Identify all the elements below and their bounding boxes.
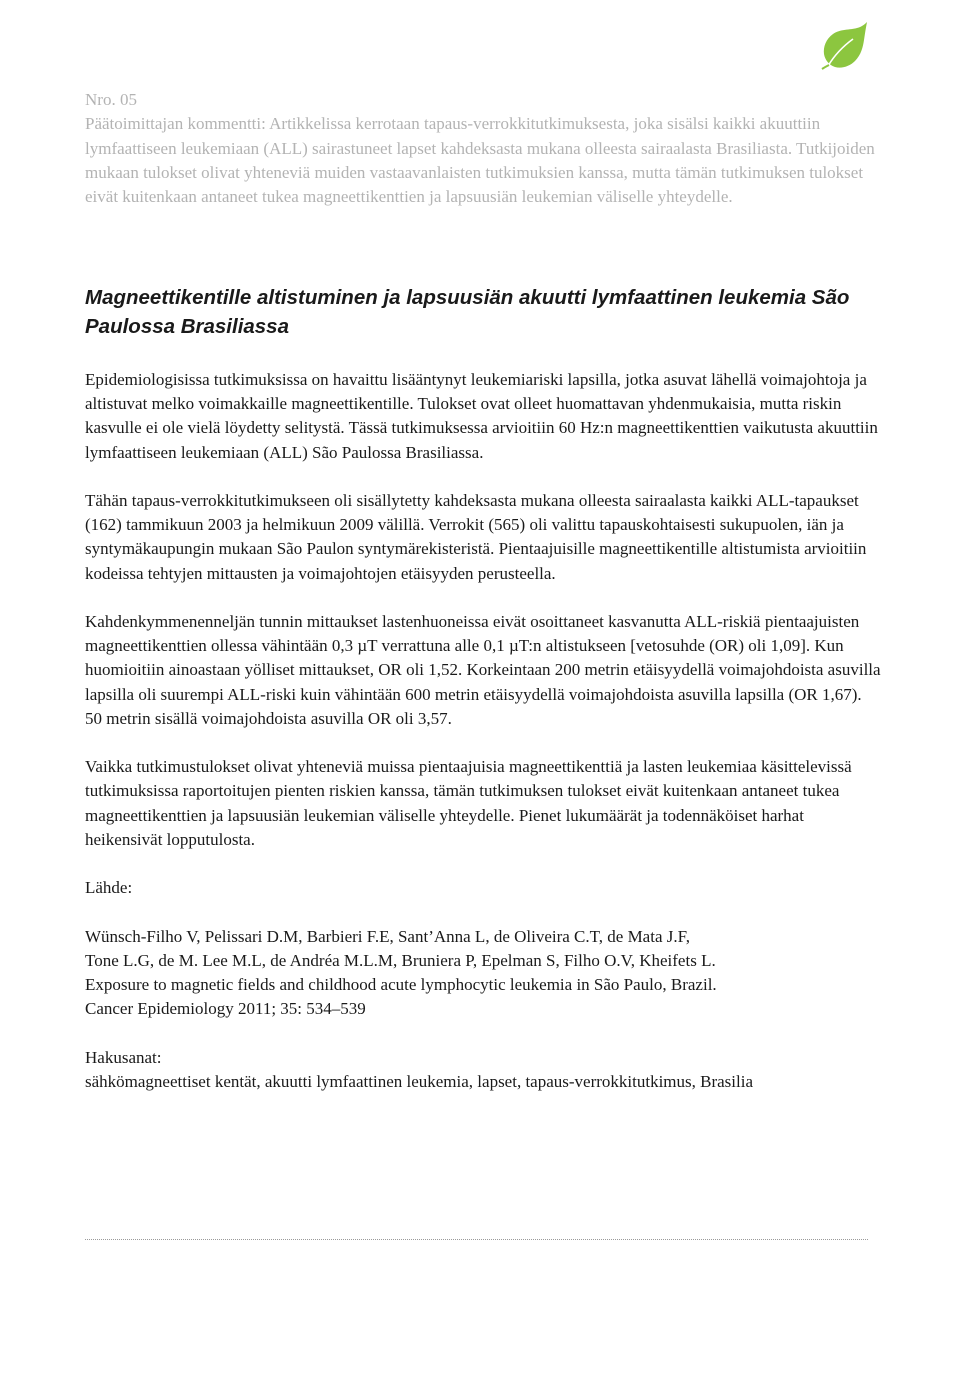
keywords-list: sähkömagneettiset kentät, akuutti lymfaattinen leukemia, lapset, tapaus-verrokkitutkimus, Brasilia [85, 1071, 754, 1091]
citation-line: Exposure to magnetic fields and childhood acute lymphocytic leukemia in São Paulo, Brazil. [85, 975, 717, 994]
citation-line: Tone L.G, de M. Lee M.L, de Andréa M.L.M, Bruniera P, Epelman S, Filho O.V, Kheifets L. [85, 950, 716, 970]
paragraph-conclusion: Vaikka tutkimustulokset olivat yhteneviä muissa pientaajuisia magneettikenttiä ja lasten leukemiaa käsittelevissä tutkimuksissa raportoitujen pienten riskien kanssa, tämän tutkimuksen tulokset eivät kuitenkaan antaneet tukea magneettikenttien ja lapsuusiän leukemian väliselle yhteydelle. Pienet lukumäärät ja todennäköiset harhat heikensivät lopputulosta. [85, 757, 852, 849]
article-body [85, 368, 885, 1094]
paragraph-results: Kahdenkymmenenneljän tunnin mittaukset lastenhuoneissa eivät osoittaneet kasvanutta ALL-riskiä pientaajuisten magneettikenttien ollessa vähintään 0,3 µT verrattuna alle 0,1 µT:n altistukseen [vetosuhde (OR) oli 1,09]. Kun huomioitiin ainoastaan yölliset mittaukset, OR oli 1,52. Korkeintaan 200 metrin etäisyydellä voimajohdoista asuvilla lapsilla oli suurempi ALL-riski kuin vähintään 600 metrin etäisyydellä voimajohdoista asuvilla lapsilla (OR 1,67). [85, 612, 881, 704]
paragraph-intro: Epidemiologisissa tutkimuksissa on havaittu lisääntynyt leukemiariski lapsilla, jotka asuvat lähellä voimajohtoja ja altistuvat melko voimakkaille magneettikentille. Tulokset ovat olleet huomattavan yhdenmukaisia, mutta riskin kasvulle ei ole vielä löydetty selitystä. Tässä tutkimuksessa arvioitiin 60 Hz:n magneettikenttien vaikutusta akuuttiin lymfaattiseen leukemiaan (ALL) São Paulossa Brasiliassa. [85, 370, 878, 462]
article-title: Magneettikentille altistuminen ja lapsuusiän akuutti lymfaattinen leukemia São Paulossa Brasiliassa [85, 286, 850, 338]
keywords-section [85, 1046, 885, 1094]
editor-comment: Päätoimittajan kommentti: Artikkelissa kerrotaan tapaus-verrokkitutkimuksesta, joka sisälsi kaikki akuuttiin lymfaattiseen leukemiaan (ALL) sairastuneet lapset kahdeksasta mukana olleesta sairaalasta Brasiliasta. Tutkijoiden mukaan tulokset olivat yhteneviä muiden vastaavanlaisten tutkimuksien kanssa, mutta tämän tutkimuksen tulokset eivät kuitenkaan antaneet tukea magneettikenttien ja lapsuusiän leukemian väliselle yhteydelle. [85, 114, 875, 207]
paragraph-methods: Tähän tapaus-verrokkitutkimukseen oli sisällytetty kahdeksasta mukana olleesta sairaalasta kaikki ALL-tapaukset (162) tammikuun 2003 ja helmikuun 2009 välillä. Verrokit (565) oli valittu tapauskohtaisesti sukupuolen, iän ja syntymäkaupungin mukaan São Paulon syntymärekisteristä. Pientaajuisille magneettikentille altistumista arvioitiin kodeissa tehtyjen mittausten ja voimajohtojen etäisyyden perusteella. [85, 491, 867, 583]
source-label: Lähde: [85, 878, 133, 898]
leaf-logo-icon [820, 20, 872, 70]
keywords-label: Hakusanat: [85, 1047, 162, 1067]
issue-number: Nro. 05 [85, 90, 137, 109]
source-citation [85, 925, 885, 1022]
citation-line: Wünsch-Filho V, Pelissari D.M, Barbieri F.E, Sant’Anna L, de Oliveira C.T, de Mata J.F, [85, 926, 690, 946]
editor-comment-header [85, 88, 875, 209]
footer-divider [85, 1239, 868, 1240]
paragraph-results-note: 50 metrin sisällä voimajohdoista asuvilla OR oli 3,57. [85, 708, 452, 728]
citation-line: Cancer Epidemiology 2011; 35: 534–539 [85, 999, 366, 1019]
